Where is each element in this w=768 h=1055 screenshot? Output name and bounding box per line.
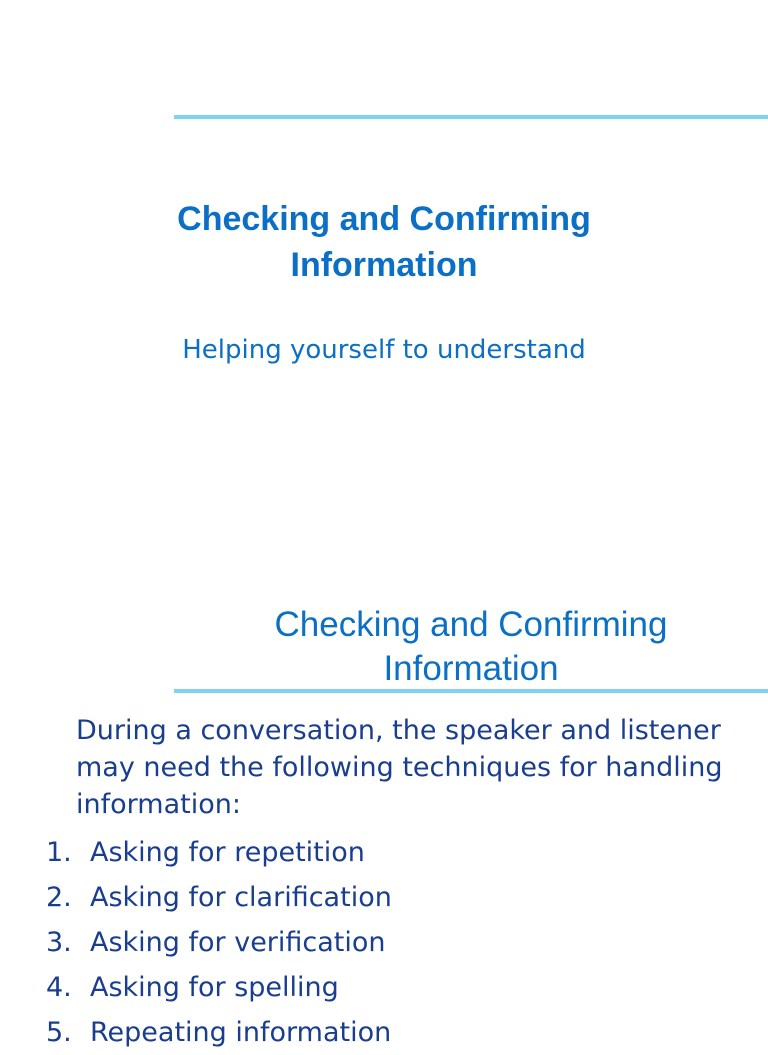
slide-1-title-line-2: Information (290, 246, 478, 284)
middle-divider-line (174, 689, 768, 693)
slide-2-title-line-2: Information (383, 649, 559, 688)
slide-2-title-line-1: Checking and Confirming (274, 605, 668, 644)
list-item (46, 1010, 392, 1055)
list-item-text: Asking for verification (90, 927, 386, 958)
list-item-number: 3. (46, 927, 72, 958)
list-item-text: Repeating information (90, 1017, 392, 1048)
list-item-text: Asking for spelling (90, 972, 339, 1003)
list-item-text: Asking for clarification (90, 882, 392, 913)
list-item-number: 4. (46, 972, 72, 1003)
list-item (46, 830, 392, 875)
list-item-number: 2. (46, 882, 72, 913)
slide-1-subtitle: Helping yourself to understand (182, 335, 586, 365)
techniques-list (46, 830, 392, 1055)
top-divider-line (174, 115, 768, 119)
list-item (46, 920, 392, 965)
list-item (46, 965, 392, 1010)
list-item-number: 1. (46, 837, 72, 868)
list-item-text: Asking for repetition (90, 837, 365, 868)
slide-1-title-line-1: Checking and Confirming (177, 200, 591, 238)
slide-1-title (0, 196, 768, 288)
slide-2-intro-paragraph: During a conversation, the speaker and listener may need the following techniques for handling information: (76, 715, 723, 820)
list-item-number: 5. (46, 1017, 72, 1048)
slide-2-title (174, 603, 768, 691)
list-item (46, 875, 392, 920)
